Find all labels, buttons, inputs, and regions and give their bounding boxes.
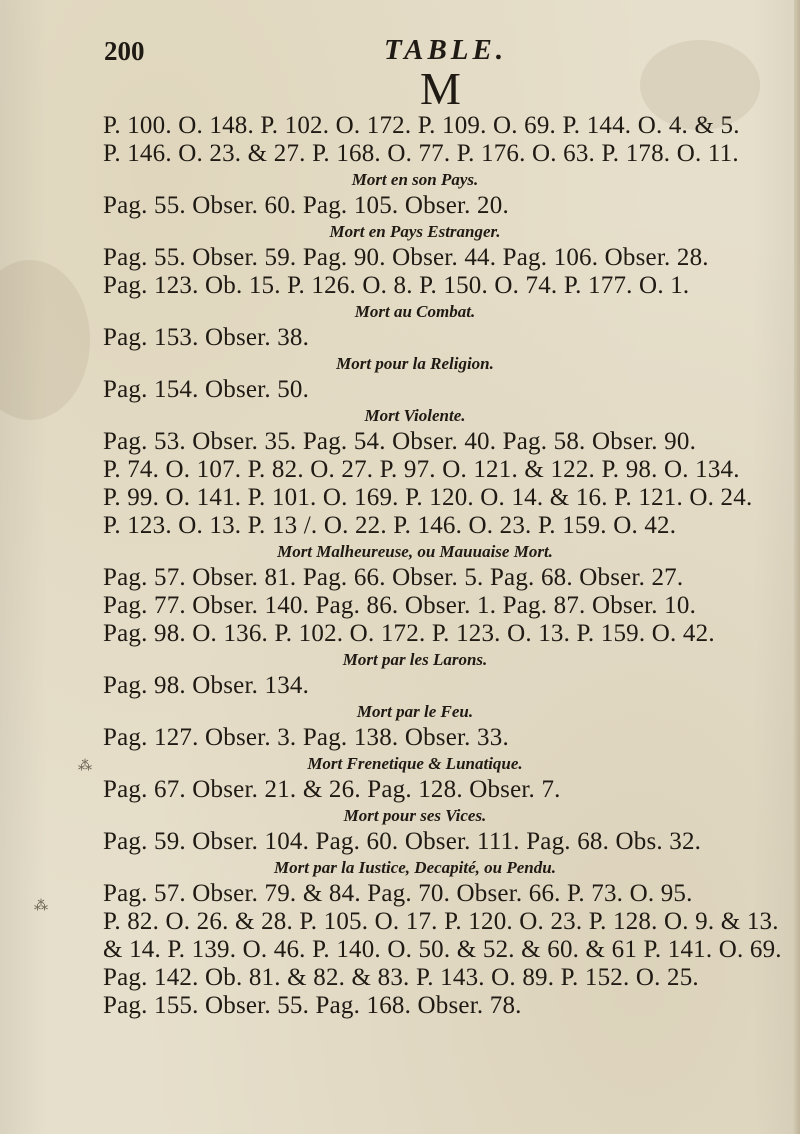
ink-blot: ⁂ [34, 899, 48, 914]
index-entry [0, 112, 800, 168]
index-entry [0, 540, 800, 648]
reference-line: & 14. P. 139. O. 46. P. 140. O. 50. & 52. & 60. & 61 P. 141. O. 69. [103, 936, 782, 963]
reference-line: P. 99. O. 141. P. 101. O. 169. P. 120. O. 14. & 16. P. 121. O. 24. [103, 484, 753, 511]
index-entry [0, 700, 800, 752]
reference-line: Pag. 77. Obser. 140. Pag. 86. Obser. 1. Pag. 87. Obser. 10. [103, 592, 697, 619]
index-entries [0, 112, 800, 1020]
reference-line: Pag. 55. Obser. 60. Pag. 105. Obser. 20. [103, 192, 509, 219]
entry-heading: Mort par la Iustice, Decapité, ou Pendu. [274, 858, 556, 877]
entry-heading: Mort par le Feu. [356, 702, 474, 721]
reference-line: Pag. 153. Obser. 38. [103, 324, 310, 351]
reference-line: P. 123. O. 13. P. 13 /. O. 22. P. 146. O. 23. P. 159. O. 42. [103, 512, 677, 539]
entry-heading: Mort Malheureuse, ou Mauuaise Mort. [277, 542, 553, 561]
reference-line: Pag. 98. Obser. 134. [103, 672, 310, 699]
index-entry [0, 404, 800, 540]
entry-heading: Mort en son Pays. [351, 170, 479, 189]
section-letter: M [420, 63, 461, 114]
reference-line: Pag. 123. Ob. 15. P. 126. O. 8. P. 150. O. 74. P. 177. O. 1. [103, 272, 690, 299]
index-entry [0, 300, 800, 352]
index-entry [0, 352, 800, 404]
entry-heading: Mort en Pays Estranger. [329, 222, 501, 241]
entry-heading: Mort au Combat. [354, 302, 476, 321]
running-header [0, 34, 800, 68]
ink-blot: ⁂ [78, 759, 92, 774]
reference-line: P. 82. O. 26. & 28. P. 105. O. 17. P. 120. O. 23. P. 128. O. 9. & 13. [103, 908, 779, 935]
entry-heading: Mort Violente. [364, 406, 466, 425]
reference-line: Pag. 53. Obser. 35. Pag. 54. Obser. 40. Pag. 58. Obser. 90. [103, 428, 697, 455]
index-entry [0, 648, 800, 700]
reference-line: Pag. 142. Ob. 81. & 82. & 83. P. 143. O. 89. P. 152. O. 25. [103, 964, 699, 991]
reference-line: P. 146. O. 23. & 27. P. 168. O. 77. P. 176. O. 63. P. 178. O. 11. [103, 140, 739, 167]
entry-heading: Mort Frenetique & Lunatique. [307, 754, 523, 773]
reference-line: Pag. 57. Obser. 79. & 84. Pag. 70. Obser. 66. P. 73. O. 95. [103, 880, 693, 907]
running-title: TABLE. [384, 34, 508, 66]
index-entry [0, 220, 800, 300]
reference-line: Pag. 55. Obser. 59. Pag. 90. Obser. 44. Pag. 106. Obser. 28. [103, 244, 709, 271]
reference-line: Pag. 155. Obser. 55. Pag. 168. Obser. 78. [103, 992, 522, 1019]
entry-heading: Mort pour la Religion. [336, 354, 494, 373]
page-number: 200 [104, 36, 145, 66]
reference-line: Pag. 67. Obser. 21. & 26. Pag. 128. Obser. 7. [103, 776, 561, 803]
reference-line: Pag. 154. Obser. 50. [103, 376, 310, 403]
entry-heading: Mort pour ses Vices. [343, 806, 487, 825]
index-entry [0, 856, 800, 1020]
reference-line: P. 74. O. 107. P. 82. O. 27. P. 97. O. 121. & 122. P. 98. O. 134. [103, 456, 740, 483]
index-entry [0, 804, 800, 856]
reference-line: Pag. 57. Obser. 81. Pag. 66. Obser. 5. Pag. 68. Obser. 27. [103, 564, 684, 591]
reference-line: Pag. 59. Obser. 104. Pag. 60. Obser. 111. Pag. 68. Obs. 32. [103, 828, 702, 855]
index-entry [0, 168, 800, 220]
reference-line: Pag. 127. Obser. 3. Pag. 138. Obser. 33. [103, 724, 509, 751]
index-entry [0, 752, 800, 804]
entry-heading: Mort par les Larons. [342, 650, 488, 669]
reference-line: P. 100. O. 148. P. 102. O. 172. P. 109. O. 69. P. 144. O. 4. & 5. [103, 112, 740, 139]
reference-line: Pag. 98. O. 136. P. 102. O. 172. P. 123. O. 13. P. 159. O. 42. [103, 620, 715, 647]
